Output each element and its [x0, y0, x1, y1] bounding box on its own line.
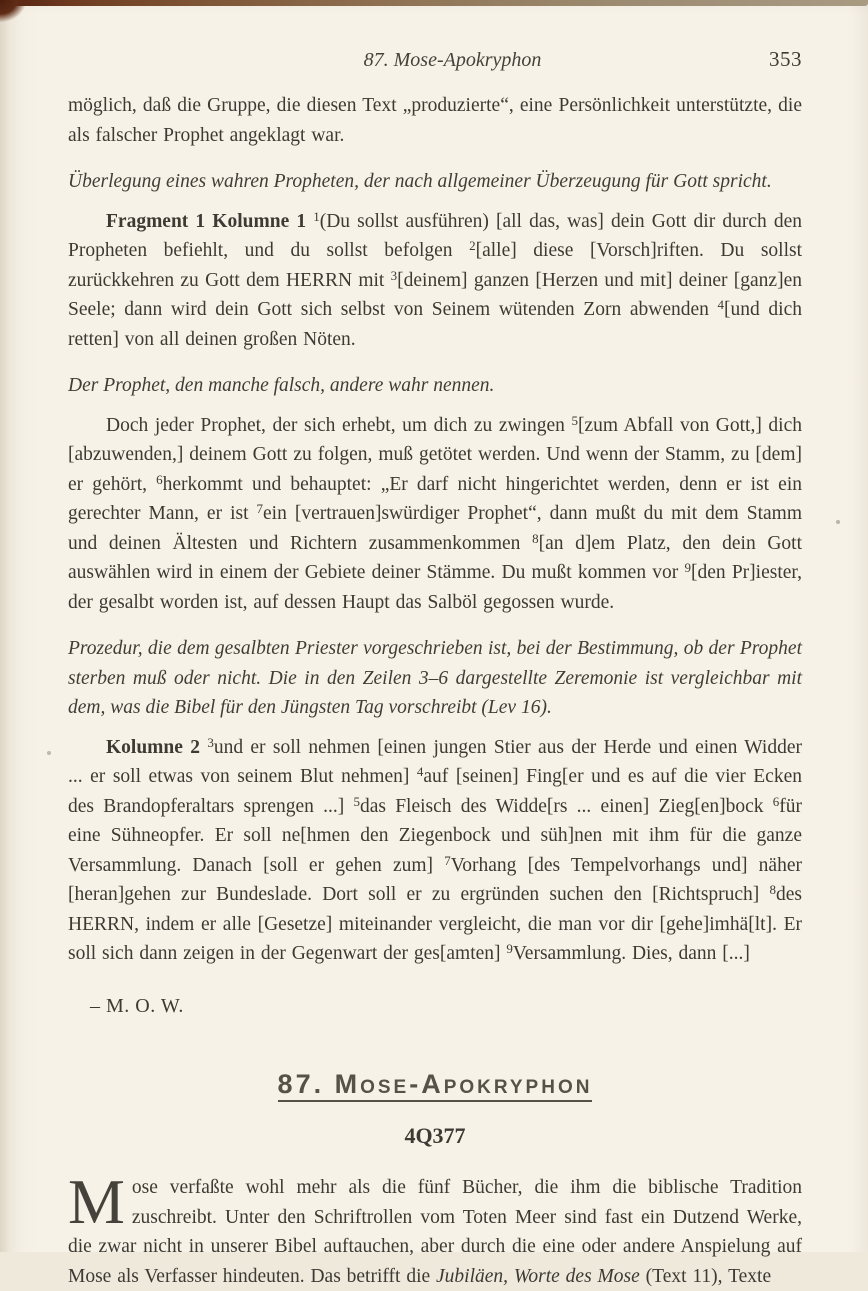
section-heading-wrap: [68, 1070, 802, 1103]
heading-true-prophet: Überlegung eines wahren Propheten, der nach allgemeiner Überzeugung für Gott spricht.: [68, 171, 772, 192]
intro-continuation-paragraph: möglich, daß die Gruppe, die diesen Text „produzierte“, eine Persönlichkeit unterstützte, die als falscher Prophet angeklagt war.: [68, 95, 802, 146]
manuscript-siglum: 4Q377: [404, 1123, 466, 1149]
section-heading: 87. Mose-Apokryphon: [278, 1070, 593, 1103]
running-header-title: 87. Mose-Apokryphon: [363, 49, 542, 71]
spacer: [68, 723, 802, 733]
kolumne2-paragraph: Kolumne 2 $^3$und er soll nehmen [einen jungen Stier aus der Herde und einen Widder ... er soll etwas von seinem Blut nehmen] $^4$auf [seinen] Fing[er und es auf die vier Ecken des Brandopferaltars sprengen ...] $^5$das Fleisch des Widde[rs ... einen] Zieg[en]bock $^6$für eine Sühneopfer. Er soll ne[hmen den Ziegenbock und süh]nen mit ihm für die ganze Versammlung. Danach [soll er gehen zum] $^7$Vorhang [des Tempelvorhangs und] näher [heran]gehen zur Bundeslade. Dort soll er zu ergründen suchen den [Richtspruch] $^8$des HERRN, indem er alle [Gesetze] miteinander vergleicht, die man vor dir [gehe]imhä[lt]. Er soll sich dann zeigen in der Gegenwart der ges[amten] $^9$Versammlung. Dies, dann [...]: [68, 734, 802, 964]
fragment1-kolumne1-paragraph: Fragment 1 Kolumne 1 $^1$(Du sollst ausführen) [all das, was] dein Gott dir durch den Propheten befiehlt, und du sollst befolgen $^2$[alle] diese [Vorsch]riften. Du sollst zurückkehren zu Gott dem HERRN mit $^3$[deinem] ganzen [Herzen und mit] deiner [ganz]en Seele; dann wird dein Gott sich selbst von Seinem wütenden Zorn abwenden $^4$[und dich retten] von all deinen großen Nöten.: [68, 208, 802, 350]
prophet-paragraph: Doch jeder Prophet, der sich erhebt, um dich zu zwingen $^5$[zum Abfall von Gott,] dich [abzuwenden,] deinem Gott zu folgen, muß getötet werden. Und wenn der Stamm, zu [dem] er gehört, $^6$herkommt und behauptet: „Er darf nicht hingerichtet werden, denn er ist ein gerechter Mann, er ist $^7$ein [vertrauen]swürdiger Prophet“, dann mußt du mit dem Stamm und deinen Ältesten und Richtern zusammenkommen $^8$[an d]em Platz, den dein Gott auswählen wird in einem der Gebiete deiner Stämme. Du mußt kommen vor $^9$[den Pr]iester, der gesalbt worden ist, auf dessen Haupt das Salböl gegossen wurde.: [68, 412, 802, 613]
spacer: [68, 617, 802, 634]
spacer: [68, 354, 802, 371]
running-header: [68, 46, 802, 73]
spacer: [68, 401, 802, 411]
page-number: 353: [769, 47, 803, 71]
moses-intro-paragraph: [68, 1166, 802, 1291]
spacer: [68, 969, 802, 995]
author-initials: – M. O. W.: [90, 994, 184, 1017]
procedure-note: Prozedur, die dem gesalbten Priester vorgeschrieben ist, bei der Bestimmung, ob der Prophet sterben muß oder nicht. Die in den Zeilen 3–6 dargestellte Zeremonie ist vergleichbar mit dem, was die Bibel für den Jüngsten Tag vorschreibt (Lev 16).: [68, 638, 802, 718]
drop-cap: M: [68, 1166, 125, 1238]
spacer: [68, 197, 802, 207]
heading-false-prophet: Der Prophet, den manche falsch, andere wahr nennen.: [68, 375, 495, 396]
moses-intro-text: ose verfaßte wohl mehr als die fünf Bücher, die ihm die biblische Tradition zuschreibt. Unter den Schriftrollen vom Toten Meer sind fast ein Dutzend Werke, die zwar nicht in unserer Bibel auftauchen, aber durch die eine oder andere Anspielung auf Mose als Verfasser hindeuten. Das betrifft die Jubiläen, Worte des Mose (Text 11), Texte: [68, 1177, 802, 1287]
spacer: [68, 150, 802, 167]
